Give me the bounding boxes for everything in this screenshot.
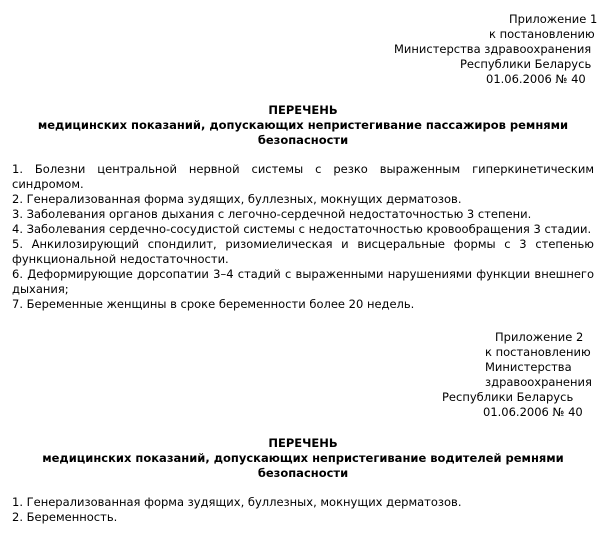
list-1-items	[12, 162, 594, 312]
appendix-1-header	[394, 12, 602, 87]
list-1-item: 2. Генерализованная форма зудящих, буллезных, мокнущих дерматозов.	[12, 192, 462, 206]
appendix-1-ministry: Министерства здравоохранения	[394, 42, 592, 56]
appendix-1-country: Республики Беларусь	[460, 57, 592, 71]
appendix-2-ref: к постановлению	[485, 345, 591, 359]
appendix-2-date: 01.06.2006 № 40	[483, 405, 583, 419]
list-1-item: 6. Деформирующие дорсопатии 3–4 стадий с выраженными нарушениями функции внешнего дыхания;	[12, 267, 594, 296]
list-1-subtitle-line-2: безопасности	[257, 133, 349, 147]
section-2	[12, 330, 594, 525]
list-2-subtitle-line-1: медицинских показаний, допускающих непристегивание водителей ремнями	[42, 451, 564, 465]
appendix-2-ministry: Министерства	[485, 360, 572, 374]
appendix-1-date: 01.06.2006 № 40	[486, 72, 586, 86]
list-2-item: 2. Беременность.	[12, 510, 118, 524]
list-1-title: ПЕРЕЧЕНЬ	[268, 103, 338, 117]
list-1-item: 3. Заболевания органов дыхания с легочно-сердечной недостаточностью 3 степени.	[12, 207, 532, 221]
list-2-title: ПЕРЕЧЕНЬ	[268, 436, 338, 450]
list-1-item: 1. Болезни центральной нервной системы с резко выраженным гиперкинетическим синдромом.	[12, 162, 594, 191]
list-1-item: 5. Анкилозирующий спондилит, ризомиелическая и висцеральные формы с 3 степенью функциональной недостаточности.	[12, 237, 594, 266]
list-2-items	[12, 495, 594, 525]
appendix-1-ref: к постановлению	[489, 27, 595, 41]
list-2-heading	[12, 436, 594, 481]
appendix-2-number: Приложение 2	[495, 330, 584, 344]
document	[12, 12, 598, 525]
list-1-subtitle-line-1: медицинских показаний, допускающих непристегивание пассажиров ремнями	[37, 118, 569, 132]
appendix-2-header	[442, 330, 602, 420]
list-2-subtitle-line-2: безопасности	[257, 466, 349, 480]
appendix-2-country: Республики Беларусь	[442, 390, 574, 404]
appendix-2-health: здравоохранения	[485, 375, 592, 389]
appendix-1-number: Приложение 1	[509, 12, 598, 26]
list-1-heading	[12, 103, 594, 148]
list-1-item: 4. Заболевания сердечно-сосудистой системы с недостаточностью кровообращения 3 стадии.	[12, 222, 592, 236]
list-2-item: 1. Генерализованная форма зудящих, буллезных, мокнущих дерматозов.	[12, 495, 462, 509]
list-1-item: 7. Беременные женщины в сроке беременности более 20 недель.	[12, 297, 415, 311]
